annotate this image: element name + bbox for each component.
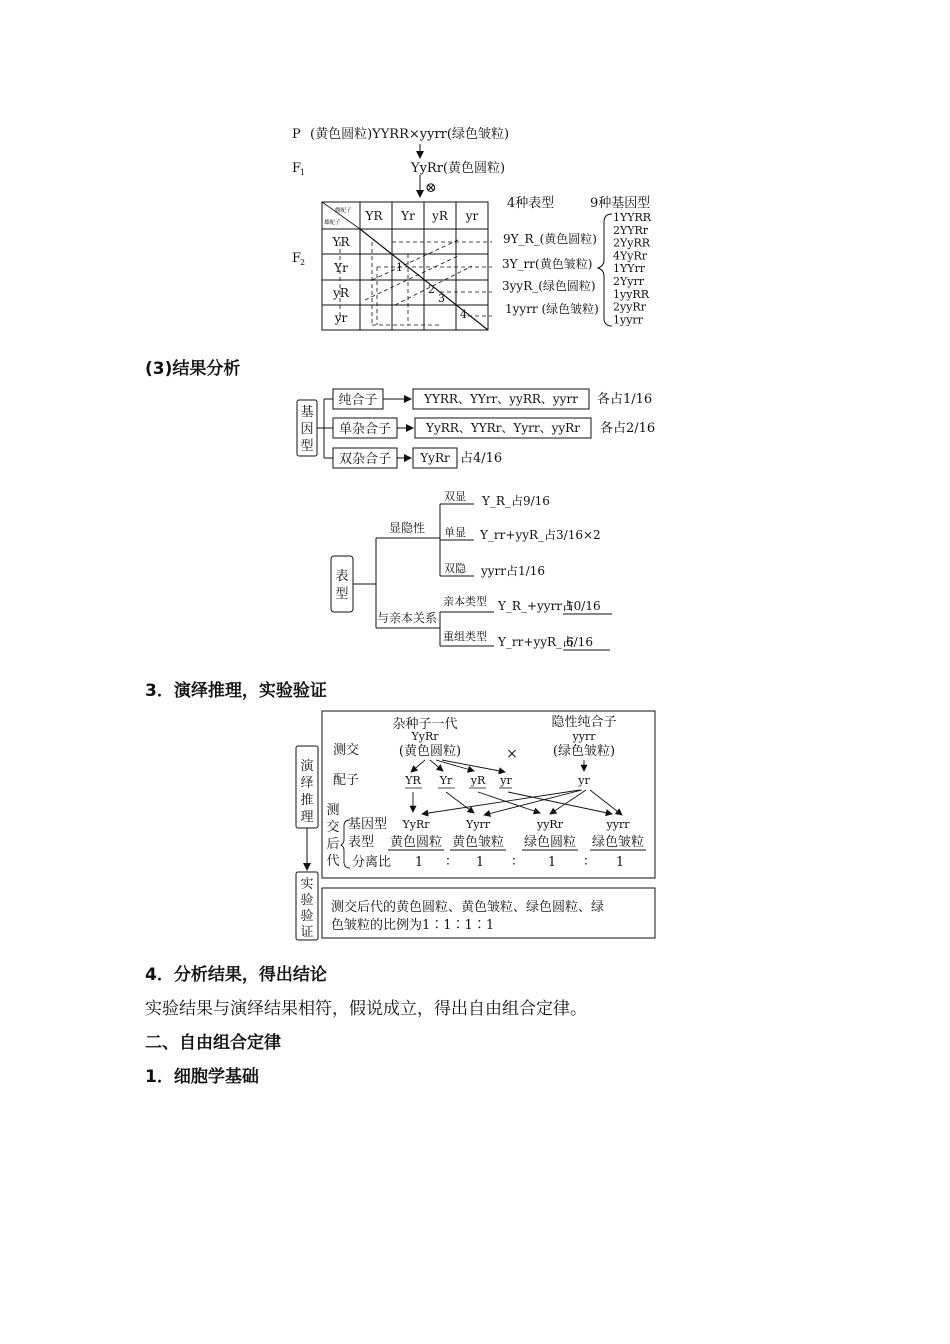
genotype-branch-label: 单杂合子: [338, 422, 392, 437]
parent-item-label: 重组类型: [443, 630, 487, 643]
p-generation-label: P: [292, 127, 301, 142]
parent-item-fraction: 10/16: [566, 599, 601, 613]
punnett-col-header: yr: [465, 209, 479, 223]
offspring-phenotype: 黄色圆粒: [389, 835, 443, 850]
deduction-char: 绎: [300, 776, 314, 791]
punnett-column-headers: [365, 209, 479, 223]
phenotype-root-label: [335, 569, 348, 602]
f1-gametes: [404, 774, 512, 787]
parent2-phenotype: (绿色皱粒): [552, 744, 616, 759]
f1-gamete: yr: [500, 774, 512, 787]
parent2-title: 隐性纯合子: [551, 715, 617, 730]
genotype-branch-label: 纯合子: [338, 393, 378, 408]
punnett-group-number: 1: [396, 261, 403, 274]
genotype-branch-ratio: 占4/16: [460, 451, 503, 466]
dominance-item-value: Y_R_占9/16: [482, 494, 550, 508]
offspring-phenotype-label: 表型: [348, 835, 375, 850]
genotype-branch-ratio: 各占1/16: [597, 392, 653, 407]
gamete-label: 配子: [333, 773, 360, 788]
offspring-genotype: YyRr: [402, 818, 430, 831]
section-3-heading: 3．演绎推理，实验验证: [145, 681, 327, 701]
genotype-count-header: 9种基因型: [590, 196, 651, 211]
f2-label: F: [292, 251, 302, 266]
verification-label: [300, 877, 313, 940]
testcross-sign: ×: [506, 746, 518, 762]
punnett-row-header: YR: [332, 235, 350, 249]
parent-item-value: Y_R_+yyrr占: [498, 599, 575, 613]
verification-line-1: 测交后代的黄色圆粒、黄色皱粒、绿色圆粒、绿: [331, 900, 605, 915]
f2-phenotype: 9Y_R_(黄色圆粒): [503, 232, 597, 246]
parent-relation-label: 与亲本关系: [377, 611, 438, 625]
verification-line-2: 色皱粒的比例为1∶1∶1∶1: [331, 918, 495, 933]
offspring-phenotype: 黄色皱粒: [451, 835, 505, 850]
offspring-char: 代: [326, 854, 340, 869]
punnett-col-header: YR: [365, 209, 383, 223]
offspring-char: 后: [326, 837, 340, 852]
deduction-char: 推: [300, 793, 314, 808]
f2-genotype: 1yyRR: [613, 287, 649, 301]
f1-gamete: yR: [470, 774, 486, 787]
p-generation-text: (黄色圆粒)YYRR×yyrr(绿色皱粒): [310, 127, 510, 142]
f1-text: YyRr(黄色圆粒): [411, 161, 506, 176]
offspring-ratio-value: 1: [615, 855, 625, 870]
section-4-heading: 4．分析结果，得出结论: [145, 965, 327, 985]
f1-gamete: YR: [405, 774, 421, 787]
ratio-separator: ∶: [446, 855, 450, 870]
corner-male-gamete: 雄配子: [324, 220, 341, 226]
genotype-analysis-tree: [297, 389, 655, 468]
offspring-genotype: yyRr: [537, 818, 563, 831]
genotype-branch-label: 双杂合子: [338, 452, 392, 467]
punnett-row-header: yR: [333, 286, 349, 300]
f2-genotype: 2yyRr: [613, 300, 646, 314]
verification-char: 验: [300, 893, 314, 908]
f1-label: F: [292, 161, 302, 176]
genotype-branch-ratio: 各占2/16: [600, 421, 656, 436]
phenotype-analysis-tree: [331, 490, 612, 650]
offspring-ratio-value: 1: [475, 855, 485, 870]
genotype-branch-types: YyRR、YYRr、Yyrr、yyRr: [426, 421, 580, 435]
punnett-row-header: Yr: [334, 261, 348, 275]
section-4-conclusion: 实验结果与演绎结果相符，假说成立，得出自由组合定律。: [145, 999, 587, 1019]
corner-female-gamete: 雌配子: [335, 208, 352, 214]
genotype-root-char: 基: [300, 405, 314, 420]
f2-phenotype: 1yyrr (绿色皱粒): [505, 302, 599, 316]
dominance-item-value: yyrr占1/16: [481, 564, 545, 578]
ratio-separator: ∶: [584, 855, 588, 870]
punnett-group-number: 4: [460, 308, 467, 321]
f2-subscript: 2: [300, 258, 306, 267]
f2-phenotype-list: [502, 231, 599, 316]
parent-item-label: 亲本类型: [443, 595, 487, 608]
genotype-root-label: [300, 405, 313, 454]
f2-genotype: 2Yyrr: [613, 275, 644, 288]
parent1-phenotype: (黄色圆粒): [398, 744, 462, 759]
deduction-label: [300, 758, 314, 825]
parent-item-fraction: 6/16: [566, 635, 593, 649]
dominance-item-label: 双隐: [444, 562, 466, 575]
genotype-branch-types: YyRr: [420, 451, 450, 465]
f1-subscript: 1: [300, 168, 306, 177]
genotype-root-char: 因: [300, 422, 314, 437]
verification-char: 实: [300, 877, 314, 892]
dominance-item-label: 单显: [444, 526, 466, 539]
punnett-cross-diagram: [292, 126, 652, 330]
offspring-ratio-value: 1: [547, 855, 557, 870]
self-cross-symbol: ⊗: [425, 180, 437, 196]
verification-char: 验: [300, 909, 314, 924]
parent-item-value: Y_rr+yyR_占: [498, 635, 575, 649]
phenotype-root-char: 表: [335, 569, 349, 584]
parent1-title: 杂种子一代: [392, 717, 458, 732]
f2-genotype: 1YYRR: [613, 211, 652, 224]
punnett-col-header: Yr: [401, 209, 415, 223]
result-analysis-heading: (3)结果分析: [145, 359, 241, 379]
offspring-phenotype: 绿色圆粒: [523, 835, 577, 850]
offspring-phenotype: 绿色皱粒: [591, 835, 645, 850]
recessive-gamete: yr: [578, 774, 590, 787]
free-combination-law-heading: 二、自由组合定律: [145, 1033, 281, 1053]
offspring-char: 交: [326, 820, 340, 835]
f2-phenotype: 3Y_rr(黄色皱粒): [502, 257, 593, 271]
cytology-basis-heading: 1．细胞学基础: [145, 1067, 259, 1087]
phenotype-root-char: 型: [335, 587, 349, 602]
f2-phenotype: 3yyR_(绿色圆粒): [502, 279, 596, 293]
punnett-row-header: yr: [334, 311, 348, 325]
genotype-branch-types: YYRR、YYrr、yyRR、yyrr: [424, 392, 578, 406]
ratio-separator: ∶: [512, 855, 516, 870]
deduction-char: 理: [300, 810, 314, 825]
phenotype-branches: [443, 490, 601, 649]
genotype-branches: [338, 391, 655, 467]
testcross-diagram: [296, 711, 655, 940]
punnett-group-number: 3: [438, 292, 445, 305]
f1-gamete: Yr: [439, 774, 453, 787]
testcross-label: 测交: [333, 743, 360, 758]
testcross-offspring: [388, 818, 646, 870]
phenotype-count-header: 4种表型: [507, 196, 555, 211]
f2-genotype: 2YyRR: [613, 236, 651, 250]
dominance-item-label: 双显: [444, 490, 466, 503]
dominance-label: 显隐性: [389, 521, 426, 535]
offspring-ratio-label: 分离比: [352, 855, 392, 870]
offspring-char: 测: [326, 803, 340, 818]
parent2-genotype: yyrr: [572, 730, 596, 743]
offspring-ratio-value: 1: [414, 855, 424, 870]
punnett-col-header: yR: [432, 209, 448, 223]
offspring-genotype: Yyrr: [466, 818, 490, 831]
offspring-genotype: yyrr: [606, 818, 630, 831]
f2-genotype: 1yyrr: [613, 313, 643, 327]
f2-genotype-list: [613, 211, 652, 326]
offspring-label: [326, 803, 339, 869]
offspring-genotype-label: 基因型: [348, 817, 388, 832]
f2-genotype: 1YYrr: [613, 262, 646, 276]
verification-char: 证: [300, 925, 314, 940]
genotype-root-char: 型: [300, 439, 314, 454]
parent1-genotype: YyRr: [411, 730, 439, 743]
f2-genotype: 4YyRr: [613, 249, 648, 263]
f2-genotype: 2YYRr: [613, 223, 649, 237]
dominance-item-value: Y_rr+yyR_占3/16×2: [480, 528, 601, 542]
punnett-group-number: 2: [428, 283, 435, 296]
deduction-char: 演: [300, 759, 314, 774]
